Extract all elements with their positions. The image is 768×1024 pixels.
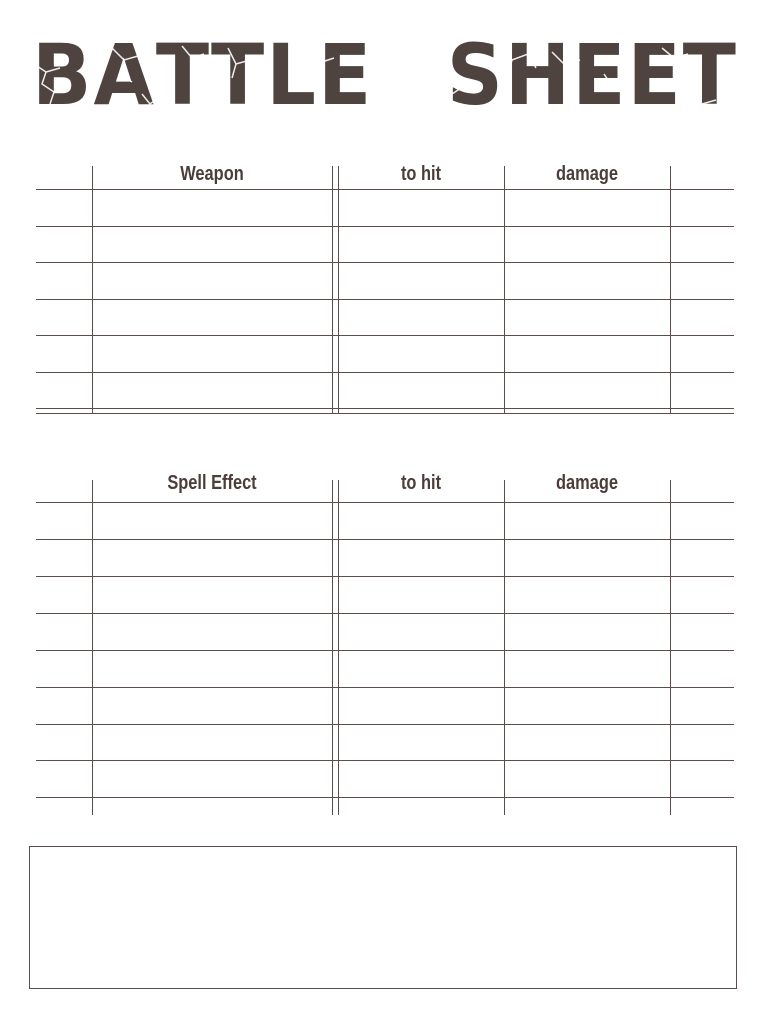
page-title — [32, 27, 736, 125]
table-row-rule — [36, 613, 734, 614]
notes-box[interactable] — [29, 846, 737, 989]
column-divider — [670, 166, 671, 414]
table-row-rule — [36, 687, 734, 688]
column-divider — [92, 166, 93, 414]
title-letter: S — [446, 27, 503, 125]
column-divider — [338, 166, 339, 414]
column-divider — [504, 166, 505, 414]
column-divider — [338, 480, 339, 815]
table-row-rule — [36, 760, 734, 761]
table-row-rule — [36, 576, 734, 577]
title-letter: B — [32, 27, 92, 125]
column-divider — [332, 480, 333, 815]
title-letter: E — [627, 27, 681, 125]
table-row-rule — [36, 650, 734, 651]
header-rule — [36, 189, 734, 190]
table-row-rule — [36, 372, 734, 373]
table-row-rule — [36, 335, 734, 336]
damage-column-header: damage — [556, 163, 618, 185]
spell-effect-column-header: Spell Effect — [167, 472, 257, 494]
weapons-table — [36, 160, 734, 418]
to-hit-column-header: to hit — [400, 472, 442, 494]
header-rule — [36, 502, 734, 503]
table-row-rule — [36, 724, 734, 725]
table-row-rule — [36, 262, 734, 263]
column-divider — [670, 480, 671, 815]
title-letter: T — [211, 27, 265, 125]
table-row-rule — [36, 408, 734, 409]
title-letter: L — [266, 27, 316, 125]
title-letter: T — [682, 27, 736, 125]
title-word-sheet — [446, 27, 736, 125]
column-divider — [504, 480, 505, 815]
to-hit-column-header: to hit — [400, 163, 442, 185]
title-letter: E — [572, 27, 626, 125]
column-divider — [332, 166, 333, 414]
table-bottom-rule — [36, 413, 734, 414]
title-letter: E — [317, 27, 372, 125]
table-row-rule — [36, 299, 734, 300]
column-divider — [92, 480, 93, 815]
title-word-battle — [32, 27, 372, 125]
damage-column-header: damage — [556, 472, 618, 494]
title-letter: A — [93, 27, 154, 125]
table-row-rule — [36, 797, 734, 798]
table-row-rule — [36, 226, 734, 227]
title-letter: H — [504, 27, 571, 125]
weapon-column-header: Weapon — [180, 163, 244, 185]
title-letter: T — [155, 27, 210, 125]
table-row-rule — [36, 539, 734, 540]
spells-table — [36, 470, 734, 818]
